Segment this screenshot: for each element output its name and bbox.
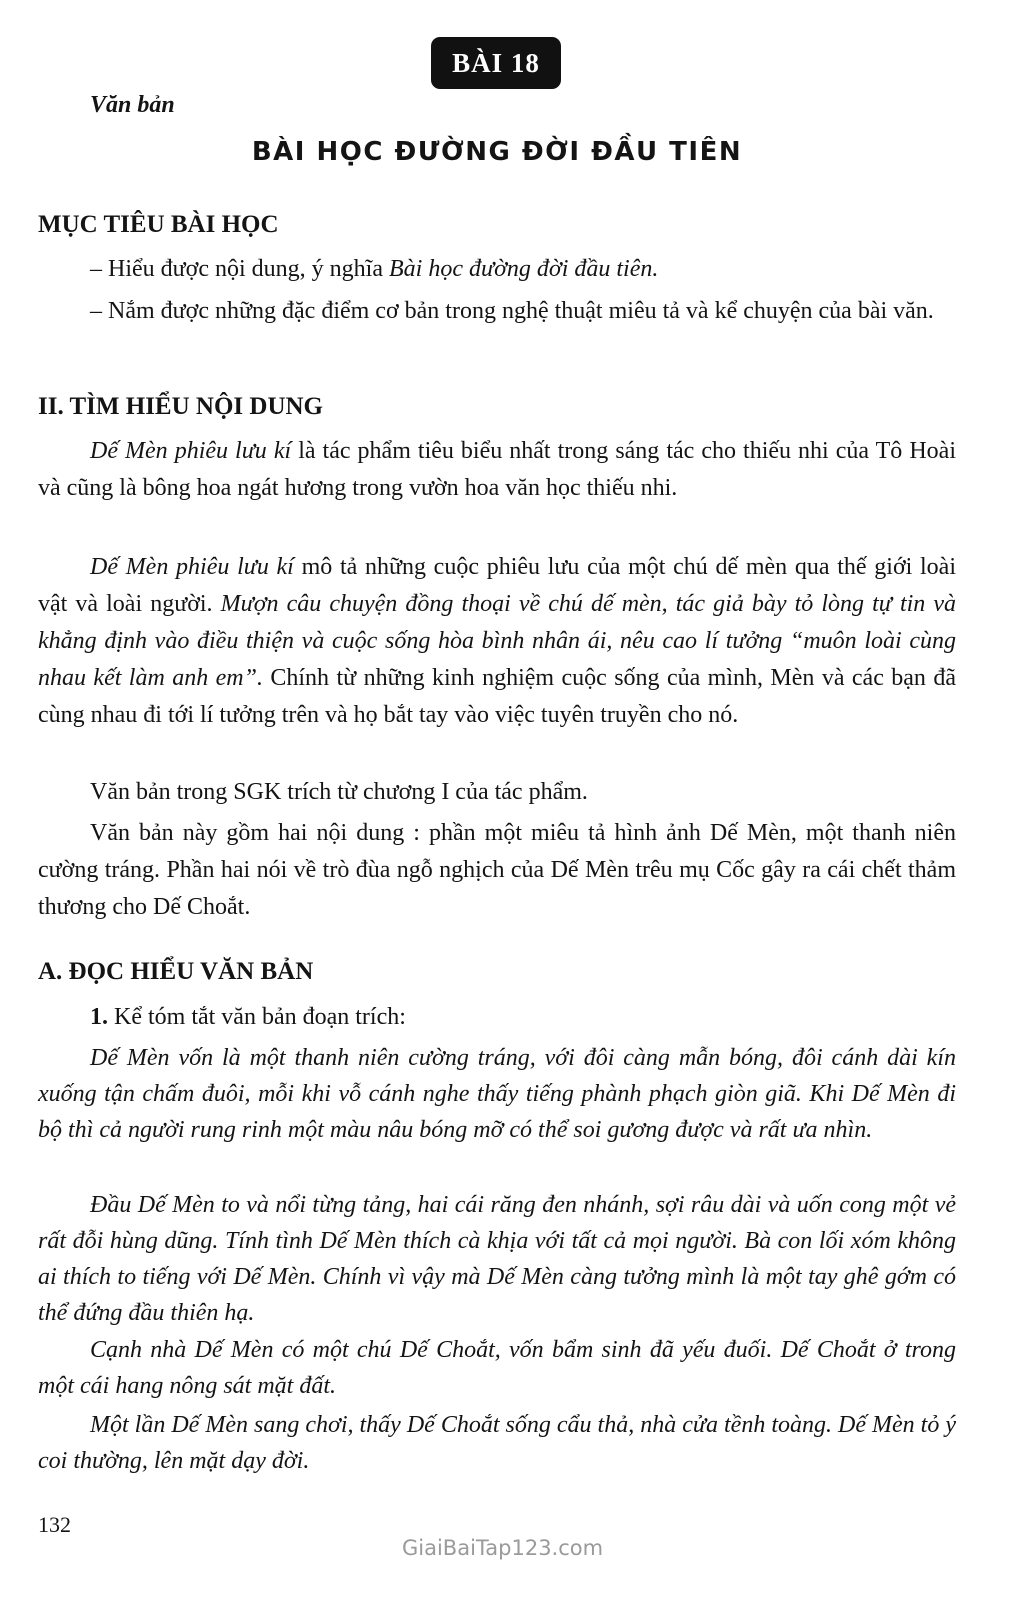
content-paragraph-1: Dế Mèn phiêu lưu kí là tác phẩm tiêu biểu nhất trong sáng tác cho thiếu nhi của Tô Hoài và cũng là bông hoa ngát hương trong vườn hoa văn học thiếu nhi. — [38, 438, 956, 501]
objective-item-2: – Nắm được những đặc điểm cơ bản trong nghệ thuật miêu tả và kể chuyện của bài văn. — [90, 298, 934, 324]
lesson-badge — [431, 37, 561, 89]
question-number: 1. — [90, 1004, 108, 1030]
question-1: 1. Kể tóm tắt văn bản đoạn trích: — [90, 1004, 406, 1030]
objective-item-1: – Hiểu được nội dung, ý nghĩa Bài học đường đời đầu tiên. — [90, 256, 659, 282]
summary-paragraph-3: Cạnh nhà Dế Mèn có một chú Dế Choắt, vốn bẩm sinh đã yếu đuối. Dế Choắt ở trong một cái hang nông sát mặt đất. — [38, 1337, 956, 1399]
text-type-label: Văn bản — [90, 92, 175, 118]
summary-paragraph-2: Đầu Dế Mèn to và nổi từng tảng, hai cái răng đen nhánh, sợi râu dài và uốn cong một vẻ rất đỗi hùng dũng. Tính tình Dế Mèn thích cà khịa với tất cả mọi người. Bà con lối xóm không ai thích to tiếng với Dế Mèn. Chính vì vậy mà Dế Mèn càng tưởng mình là một tay ghê gớm có thể đứng đầu thiên hạ. — [38, 1192, 956, 1326]
objectives-heading: MỤC TIÊU BÀI HỌC — [38, 211, 279, 238]
page-number: 132 — [38, 1512, 71, 1537]
watermark: GiaiBaiTap123.com — [402, 1536, 604, 1560]
reading-heading: A. ĐỌC HIỂU VĂN BẢN — [38, 958, 314, 985]
content-paragraph-4: Văn bản này gồm hai nội dung : phần một miêu tả hình ảnh Dế Mèn, một thanh niên cường tráng. Phần hai nói về trò đùa ngỗ nghịch của Dế Mèn trêu mụ Cốc gây ra cái chết thảm thương cho Dế Choắt. — [38, 820, 956, 920]
content-paragraph-3: Văn bản trong SGK trích từ chương I của tác phẩm. — [90, 779, 588, 805]
content-paragraph-2: Dế Mèn phiêu lưu kí mô tả những cuộc phiêu lưu của một chú dế mèn qua thế giới loài vật và loài người. Mượn câu chuyện đồng thoại về chú dế mèn, tác giả bày tỏ lòng tự tin và khẳng định vào điều thiện và cuộc sống hòa bình nhân ái, nêu cao lí tưởng “muôn loài cùng nhau kết làm anh em”. Chính từ những kinh nghiệm cuộc sống của mình, Mèn và các bạn đã cùng nhau đi tới lí tưởng trên và họ bắt tay vào việc tuyên truyền cho nó. — [38, 554, 957, 728]
textbook-page — [38, 0, 956, 1617]
lesson-title: BÀI HỌC ĐƯỜNG ĐỜI ĐẦU TIÊN — [251, 137, 743, 167]
summary-paragraph-4: Một lần Dế Mèn sang chơi, thấy Dế Choắt sống cẩu thả, nhà cửa tềnh toàng. Dế Mèn tỏ ý coi thường, lên mặt dạy đời. — [38, 1412, 956, 1474]
content-heading: II. TÌM HIỂU NỘI DUNG — [38, 393, 323, 420]
summary-paragraph-1: Dế Mèn vốn là một thanh niên cường tráng, với đôi càng mẫn bóng, đôi cánh dài kín xuống tận chấm đuôi, mỗi khi vỗ cánh nghe thấy tiếng phành phạch giòn giã. Khi Dế Mèn đi bộ thì cả người rung rinh một màu nâu bóng mỡ có thể soi gương được và rất ưa nhìn. — [38, 1045, 956, 1143]
lesson-label: BÀI 18 — [452, 47, 540, 78]
